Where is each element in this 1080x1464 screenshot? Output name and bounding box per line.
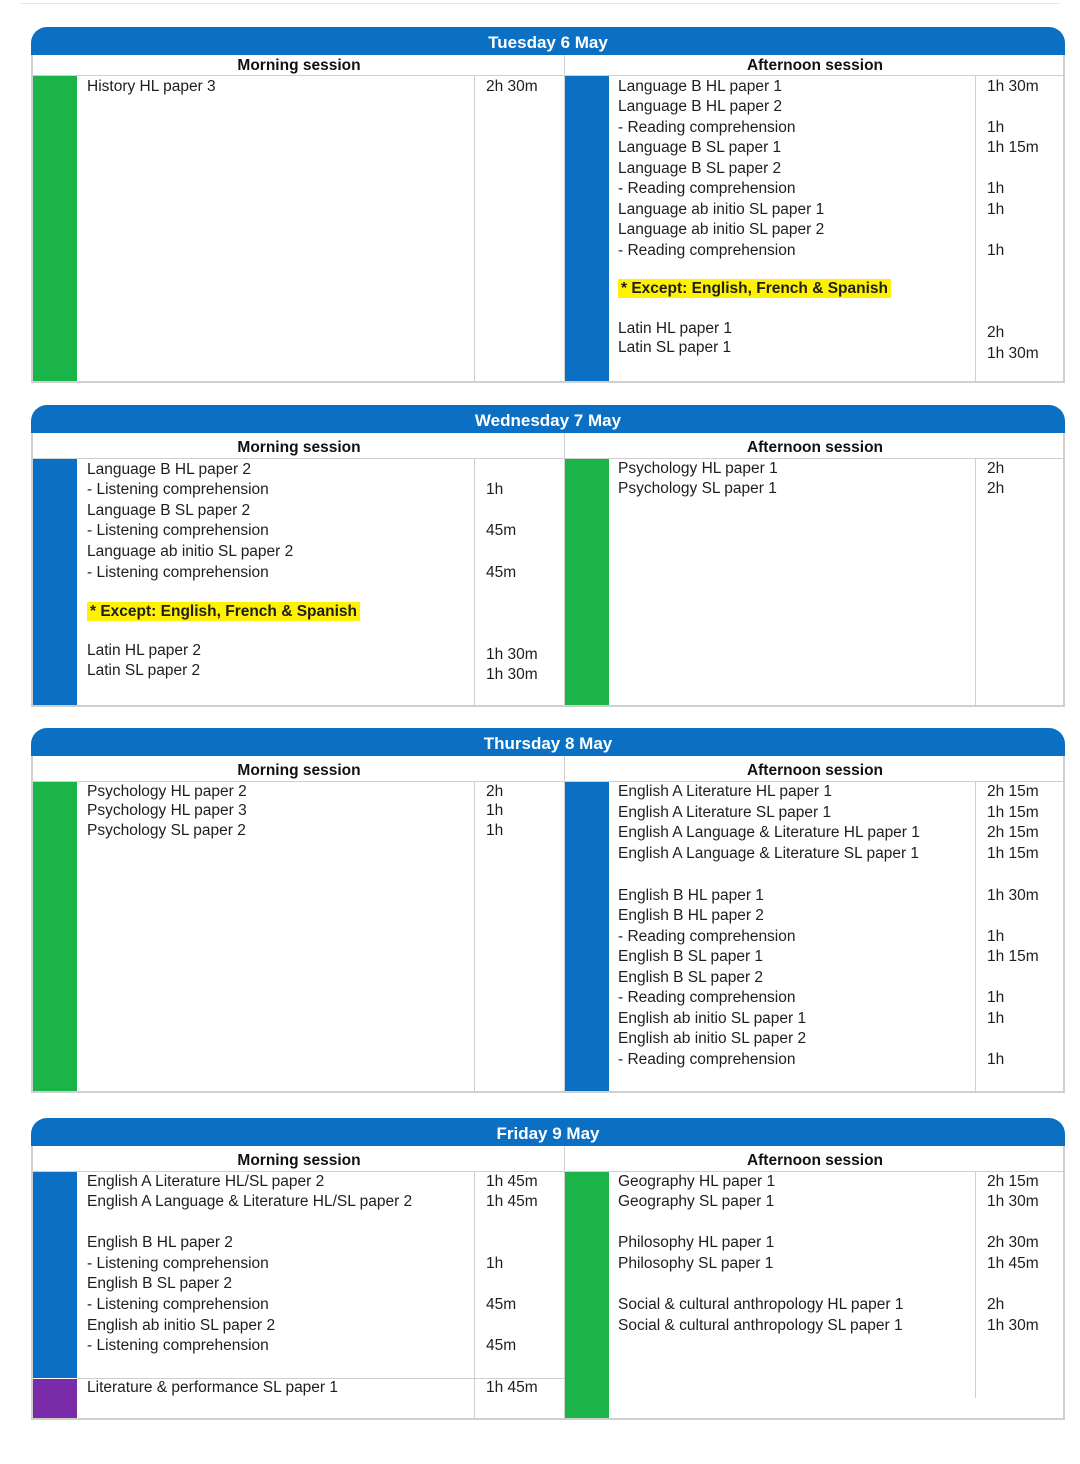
exception-note bbox=[618, 279, 891, 299]
subject-item: Psychology HL paper 3 bbox=[87, 802, 247, 819]
group-color-bar bbox=[33, 76, 77, 381]
subject-item: Language ab initio SL paper 2 bbox=[618, 221, 825, 238]
subject-item: English B HL paper 1 bbox=[618, 887, 764, 904]
subject-item: Language ab initio SL paper 1 bbox=[618, 201, 825, 218]
duration-item: 1h 45m bbox=[486, 1193, 538, 1210]
column-divider bbox=[975, 76, 976, 381]
duration-item: 1h 30m bbox=[486, 666, 538, 683]
duration-item: 2h bbox=[987, 1296, 1005, 1313]
column-divider bbox=[975, 1172, 976, 1398]
subject-item: Language B HL paper 2 bbox=[618, 98, 783, 115]
subject-item: English A Literature SL paper 1 bbox=[618, 804, 832, 821]
group-color-bar bbox=[565, 782, 609, 1091]
subject-item: Geography SL paper 1 bbox=[618, 1193, 775, 1210]
duration-item: 2h 30m bbox=[486, 78, 538, 95]
group-color-bar bbox=[565, 76, 609, 381]
duration-item: 1h 45m bbox=[486, 1379, 538, 1396]
duration-item: 1h 30m bbox=[987, 887, 1039, 904]
day-title: Wednesday 7 May bbox=[31, 405, 1065, 433]
duration-item: 1h bbox=[987, 119, 1005, 136]
subject-item: English A Literature HL paper 1 bbox=[618, 783, 832, 800]
subject-item: - Reading comprehension bbox=[618, 180, 796, 197]
day-title: Tuesday 6 May bbox=[31, 27, 1065, 55]
group-color-bar bbox=[33, 782, 77, 1091]
duration-item: 1h 30m bbox=[987, 1193, 1039, 1210]
duration-item: 1h bbox=[987, 180, 1005, 197]
column-divider bbox=[474, 459, 475, 705]
subject-item: English A Language & Literature HL paper 1 bbox=[618, 824, 920, 841]
morning-session-header: Morning session bbox=[237, 439, 361, 456]
subject-item: Literature & performance SL paper 1 bbox=[87, 1379, 339, 1396]
column-divider bbox=[975, 459, 976, 705]
subject-item: English A Literature HL/SL paper 2 bbox=[87, 1173, 325, 1190]
duration-item: 2h bbox=[987, 480, 1005, 497]
afternoon-session-header: Afternoon session bbox=[746, 57, 884, 74]
subject-item: Latin SL paper 2 bbox=[87, 662, 201, 679]
subject-item: Language ab initio SL paper 2 bbox=[87, 543, 294, 560]
subject-item: English A Language & Literature SL paper 1 bbox=[618, 845, 920, 862]
subject-item: Social & cultural anthropology SL paper 1 bbox=[618, 1317, 903, 1334]
subject-item: - Listening comprehension bbox=[87, 1296, 269, 1313]
subject-item: English ab initio SL paper 2 bbox=[618, 1030, 807, 1047]
duration-item: 2h bbox=[987, 460, 1005, 477]
subject-item: Psychology SL paper 1 bbox=[618, 480, 777, 497]
morning-session-header: Morning session bbox=[237, 1152, 361, 1169]
subject-item: - Listening comprehension bbox=[87, 564, 269, 581]
group-color-bar bbox=[33, 1379, 77, 1418]
subject-item: English B SL paper 2 bbox=[618, 969, 764, 986]
duration-item: 1h bbox=[486, 1255, 504, 1272]
duration-item: 2h 15m bbox=[987, 1173, 1039, 1190]
day-grid bbox=[31, 756, 1065, 1093]
exception-highlight: * Except: English, French & Spanish bbox=[618, 279, 891, 298]
day-friday bbox=[31, 1118, 1065, 1420]
duration-item: 1h bbox=[486, 802, 504, 819]
column-divider bbox=[474, 1172, 475, 1418]
duration-item: 1h 15m bbox=[987, 845, 1039, 862]
column-divider bbox=[975, 782, 976, 1091]
subject-item: Philosophy SL paper 1 bbox=[618, 1255, 774, 1272]
subject-item: Latin SL paper 1 bbox=[618, 339, 732, 356]
subject-item: Language B HL paper 2 bbox=[87, 461, 252, 478]
subject-item: Philosophy HL paper 1 bbox=[618, 1234, 775, 1251]
duration-item: 45m bbox=[486, 522, 517, 539]
subject-item: English ab initio SL paper 1 bbox=[618, 1010, 807, 1027]
subject-item: Language B HL paper 1 bbox=[618, 78, 783, 95]
duration-item: 1h 45m bbox=[987, 1255, 1039, 1272]
day-thursday bbox=[31, 728, 1065, 1093]
duration-item: 1h 15m bbox=[987, 804, 1039, 821]
subject-item: - Listening comprehension bbox=[87, 481, 269, 498]
duration-item: 1h 45m bbox=[486, 1173, 538, 1190]
header-divider bbox=[33, 458, 1063, 459]
column-divider bbox=[474, 782, 475, 1091]
group-color-bar bbox=[565, 459, 609, 705]
duration-item: 1h 15m bbox=[987, 139, 1039, 156]
subject-item: - Listening comprehension bbox=[87, 1255, 269, 1272]
duration-item: 2h bbox=[987, 324, 1005, 341]
duration-item: 1h bbox=[486, 822, 504, 839]
duration-item: 1h bbox=[987, 928, 1005, 945]
subject-item: English ab initio SL paper 2 bbox=[87, 1317, 276, 1334]
subject-item: English B HL paper 2 bbox=[618, 907, 764, 924]
subject-item: English B HL paper 2 bbox=[87, 1234, 233, 1251]
subject-item: - Reading comprehension bbox=[618, 928, 796, 945]
day-tuesday bbox=[31, 27, 1065, 383]
subject-item: Language B SL paper 2 bbox=[87, 502, 251, 519]
top-divider bbox=[20, 3, 1060, 4]
subject-item: Social & cultural anthropology HL paper 1 bbox=[618, 1296, 904, 1313]
subject-item: Geography HL paper 1 bbox=[618, 1173, 776, 1190]
duration-item: 1h 30m bbox=[987, 1317, 1039, 1334]
day-title: Friday 9 May bbox=[31, 1118, 1065, 1146]
duration-item: 1h 15m bbox=[987, 948, 1039, 965]
morning-session-header: Morning session bbox=[237, 762, 361, 779]
duration-item: 1h bbox=[987, 1051, 1005, 1068]
exception-note bbox=[87, 602, 360, 622]
subject-item: - Listening comprehension bbox=[87, 522, 269, 539]
duration-item: 2h 15m bbox=[987, 824, 1039, 841]
subject-item: - Reading comprehension bbox=[618, 242, 796, 259]
day-grid bbox=[31, 433, 1065, 707]
subject-item: Psychology HL paper 1 bbox=[618, 460, 778, 477]
day-grid bbox=[31, 1146, 1065, 1420]
duration-item: 1h bbox=[987, 1010, 1005, 1027]
day-grid bbox=[31, 55, 1065, 383]
afternoon-session-header: Afternoon session bbox=[746, 1152, 884, 1169]
duration-item: 45m bbox=[486, 564, 517, 581]
duration-item: 45m bbox=[486, 1296, 517, 1313]
subject-item: English B SL paper 2 bbox=[87, 1275, 233, 1292]
duration-item: 1h 30m bbox=[486, 646, 538, 663]
duration-item: 1h bbox=[486, 481, 504, 498]
duration-item: 1h bbox=[987, 242, 1005, 259]
group-color-bar bbox=[33, 1172, 77, 1378]
duration-item: 45m bbox=[486, 1337, 517, 1354]
duration-item: 2h bbox=[486, 783, 504, 800]
duration-item: 1h bbox=[987, 201, 1005, 218]
group-color-bar bbox=[565, 1172, 609, 1418]
duration-item: 1h 30m bbox=[987, 345, 1039, 362]
morning-session-header: Morning session bbox=[237, 57, 361, 74]
subject-item: Psychology SL paper 2 bbox=[87, 822, 246, 839]
subject-item: History HL paper 3 bbox=[87, 78, 216, 95]
duration-item: 2h 15m bbox=[987, 783, 1039, 800]
subject-item: Latin HL paper 1 bbox=[618, 320, 733, 337]
subject-item: Language B SL paper 1 bbox=[618, 139, 782, 156]
duration-item: 2h 30m bbox=[987, 1234, 1039, 1251]
subject-item: Latin HL paper 2 bbox=[87, 642, 202, 659]
exception-highlight: * Except: English, French & Spanish bbox=[87, 602, 360, 621]
column-divider bbox=[474, 76, 475, 381]
subject-item: English B SL paper 1 bbox=[618, 948, 764, 965]
duration-item: 1h 30m bbox=[987, 78, 1039, 95]
day-wednesday bbox=[31, 405, 1065, 707]
subject-item: - Reading comprehension bbox=[618, 1051, 796, 1068]
subject-item: Psychology HL paper 2 bbox=[87, 783, 247, 800]
subject-item: - Listening comprehension bbox=[87, 1337, 269, 1354]
subject-item: - Reading comprehension bbox=[618, 119, 796, 136]
subject-item: English A Language & Literature HL/SL paper 2 bbox=[87, 1193, 413, 1210]
afternoon-session-header: Afternoon session bbox=[746, 762, 884, 779]
afternoon-session-header: Afternoon session bbox=[746, 439, 884, 456]
header-divider bbox=[33, 75, 1063, 76]
subject-item: - Reading comprehension bbox=[618, 989, 796, 1006]
group-color-bar bbox=[33, 459, 77, 705]
day-title: Thursday 8 May bbox=[31, 728, 1065, 756]
subject-item: Language B SL paper 2 bbox=[618, 160, 782, 177]
duration-item: 1h bbox=[987, 989, 1005, 1006]
